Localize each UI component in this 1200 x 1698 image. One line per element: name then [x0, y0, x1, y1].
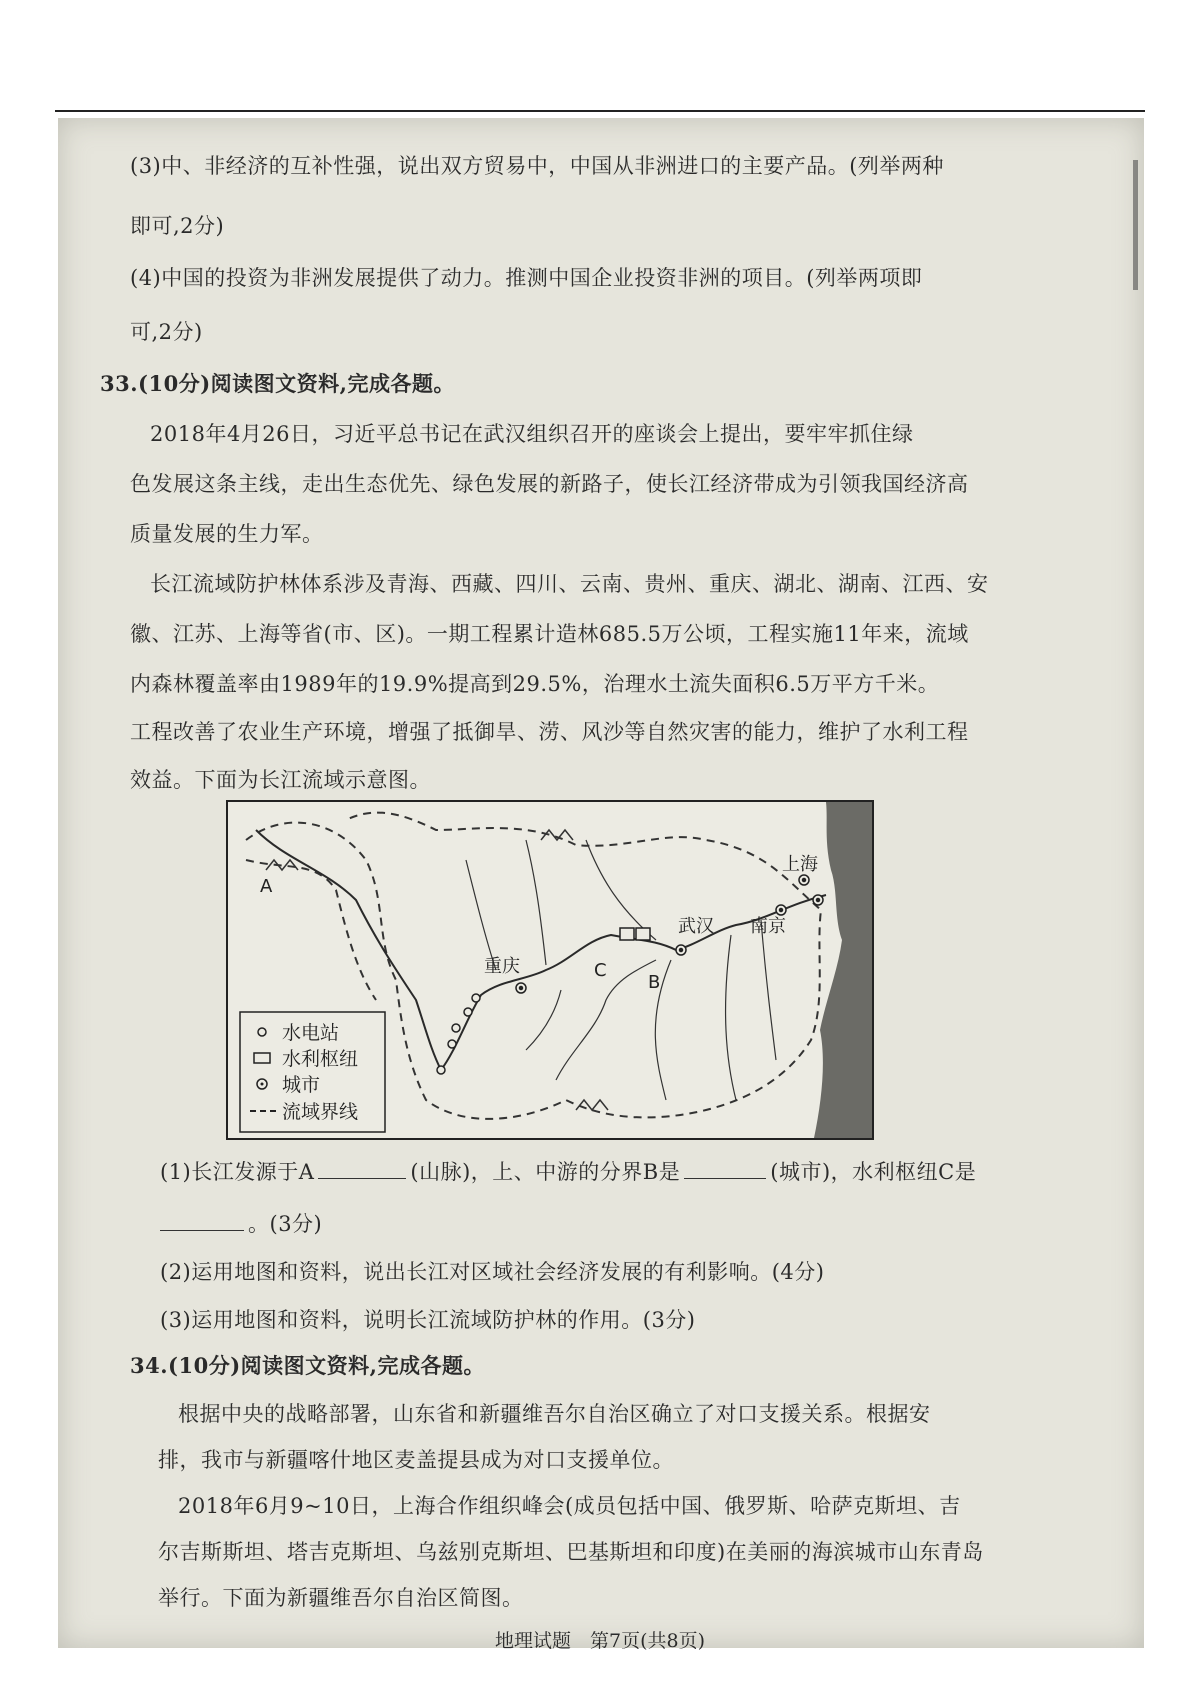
q33-1-score: 。(3分) [248, 1212, 323, 1236]
q33-3: (3)运用地图和资料，说明长江流域防护林的作用。(3分) [160, 1308, 696, 1332]
water-hub-c-symbol-2 [636, 928, 650, 940]
label-chongqing: 重庆 [484, 956, 520, 977]
legend-hub: 水利枢纽 [282, 1048, 359, 1070]
q32-4-line2: 可,2分) [130, 320, 203, 344]
q33-1-line2 [160, 1208, 322, 1238]
answer-blank-a[interactable] [318, 1177, 406, 1179]
q33-1-part2: (山脉)，上、中游的分界B是 [410, 1160, 681, 1184]
label-a: A [260, 876, 273, 897]
scan-edge-mark [1133, 160, 1138, 290]
q33-para1-line3: 质量发展的生力军。 [130, 522, 324, 546]
q34-para1-line2: 排，我市与新疆喀什地区麦盖提县成为对口支援单位。 [158, 1448, 674, 1472]
q34-heading: 34.(10分)阅读图文资料,完成各题。 [130, 1353, 485, 1378]
q33-1-part3: (城市)，水利枢纽C是 [770, 1160, 977, 1184]
label-b: B [648, 972, 661, 993]
q33-heading: 33.(10分)阅读图文资料,完成各题。 [100, 371, 455, 396]
legend-hub-icon [254, 1053, 270, 1063]
q34-para1-line1: 根据中央的战略部署，山东省和新疆维吾尔自治区确立了对口支援关系。根据安 [178, 1402, 931, 1426]
legend-hydropower: 水电站 [282, 1022, 340, 1044]
q33-para1-line2: 色发展这条主线，走出生态优先、绿色发展的新路子，使长江经济带成为引领我国经济高 [130, 472, 969, 496]
top-rule [55, 110, 1145, 112]
legend-boundary: 流域界线 [282, 1101, 359, 1123]
legend-city: 城市 [282, 1074, 321, 1096]
legend-city-dot [261, 1083, 264, 1086]
q33-para2-line1: 长江流域防护林体系涉及青海、西藏、四川、云南、贵州、重庆、湖北、湖南、江西、安 [150, 572, 989, 596]
water-hub-c-symbol [620, 928, 634, 940]
q33-para2-line3: 内森林覆盖率由1989年的19.9%提高到29.5%，治理水土流失面积6.5万平方千米。 [130, 672, 940, 696]
answer-blank-c[interactable] [160, 1229, 244, 1231]
label-shanghai: 上海 [782, 854, 818, 875]
q33-para2-line2: 徽、江苏、上海等省(市、区)。一期工程累计造林685.5万公顷，工程实施11年来，流域 [130, 622, 969, 646]
label-nanjing: 南京 [750, 916, 786, 937]
q32-3-line1: (3)中、非经济的互补性强，说出双方贸易中，中国从非洲进口的主要产品。(列举两种 [130, 154, 944, 178]
q33-para2-line5: 效益。下面为长江流域示意图。 [130, 768, 431, 792]
label-wuhan: 武汉 [678, 916, 714, 937]
legend-hydropower-icon [258, 1028, 266, 1036]
q33-para2-line4: 工程改善了农业生产环境，增强了抵御旱、涝、风沙等自然灾害的能力，维护了水利工程 [130, 720, 969, 744]
q33-2: (2)运用地图和资料，说出长江对区域社会经济发展的有利影响。(4分) [160, 1260, 825, 1284]
q34-para2-line2: 尔吉斯斯坦、塔吉克斯坦、乌兹别克斯坦、巴基斯坦和印度)在美丽的海滨城市山东青岛 [158, 1540, 984, 1564]
q32-3-line2: 即可,2分) [130, 214, 225, 238]
answer-blank-b[interactable] [684, 1177, 766, 1179]
label-c: C [594, 960, 607, 981]
yangtze-basin-map [226, 800, 874, 1140]
q33-1-line1 [160, 1156, 976, 1186]
q33-para1-line1: 2018年4月26日，习近平总书记在武汉组织召开的座谈会上提出，要牢牢抓住绿 [150, 422, 914, 446]
q34-para2-line1: 2018年6月9~10日，上海合作组织峰会(成员包括中国、俄罗斯、哈萨克斯坦、吉 [178, 1494, 961, 1518]
page-footer: 地理试题 第7页(共8页) [494, 1630, 705, 1652]
q34-para2-line3: 举行。下面为新疆维吾尔自治区简图。 [158, 1586, 524, 1610]
q33-1-part1: (1)长江发源于A [160, 1160, 315, 1184]
q32-4-line1: (4)中国的投资为非洲发展提供了动力。推测中国企业投资非洲的项目。(列举两项即 [130, 266, 923, 290]
